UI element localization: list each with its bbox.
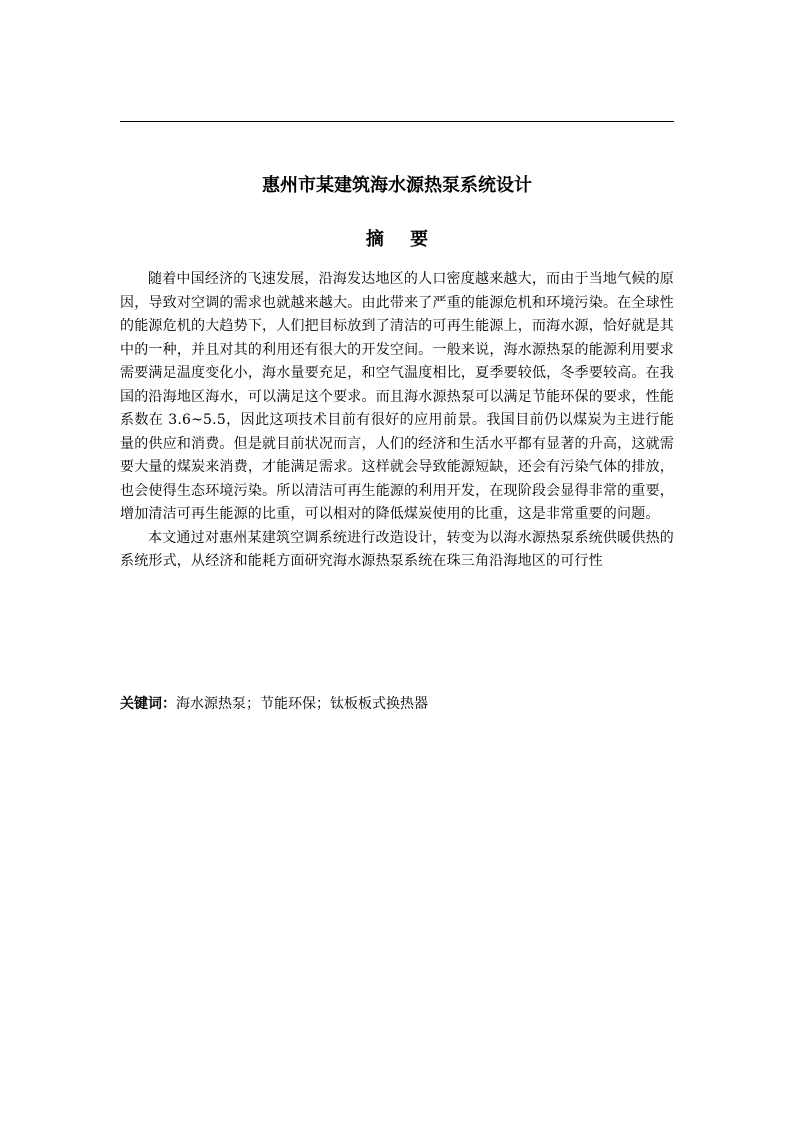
document-title: 惠州市某建筑海水源热泵系统设计 bbox=[262, 175, 532, 196]
abstract-paragraph-1: 随着中国经济的飞速发展，沿海发达地区的人口密度越来越大，而由于当地气候的原因，导致对空调的需求也就越来越大。由此带来了严重的能源危机和环境污染。在全球性的能源危机的大趋势下，人们把目标放到了清洁的可再生能源上，而海水源，恰好就是其中的一种，并且对其的利用还有很大的开发空间。一般来说，海水源热泵的能源利用要求需要满足温度变化小，海水量要充足，和空气温度相比，夏季要较低，冬季要较高。在我国的沿海地区海水，可以满足这个要求。而且海水源热泵可以满足节能环保的要求，性能系数在 3.6~5.5，因此这项技术目前有很好的应用前景。我国目前仍以煤炭为主进行能量的供应和消费。但是就目前状况而言，人们的经济和生活水平都有显著的升高，这就需要大量的煤炭来消费，才能满足需求。这样就会导致能源短缺，还会有污染气体的排放，也会使得生态环境污染。所以清洁可再生能源的利用开发，在现阶段会显得非常的重要，增加清洁可再生能源的比重，可以相对的降低煤炭使用的比重，这是非常重要的问题。 bbox=[120, 271, 674, 522]
keywords-label: 关键词： bbox=[120, 696, 176, 712]
header-rule bbox=[120, 121, 674, 122]
abstract-heading: 摘 要 bbox=[365, 229, 439, 250]
keywords-value: 海水源热泵；节能环保；钛板板式换热器 bbox=[176, 696, 428, 712]
abstract-body bbox=[120, 268, 674, 574]
keywords-line bbox=[120, 693, 674, 716]
abstract-paragraph-2: 本文通过对惠州某建筑空调系统进行改造设计，转变为以海水源热泵系统供暖供热的系统形式，从经济和能耗方面研究海水源热泵系统在珠三角沿海地区的可行性 bbox=[120, 529, 674, 569]
